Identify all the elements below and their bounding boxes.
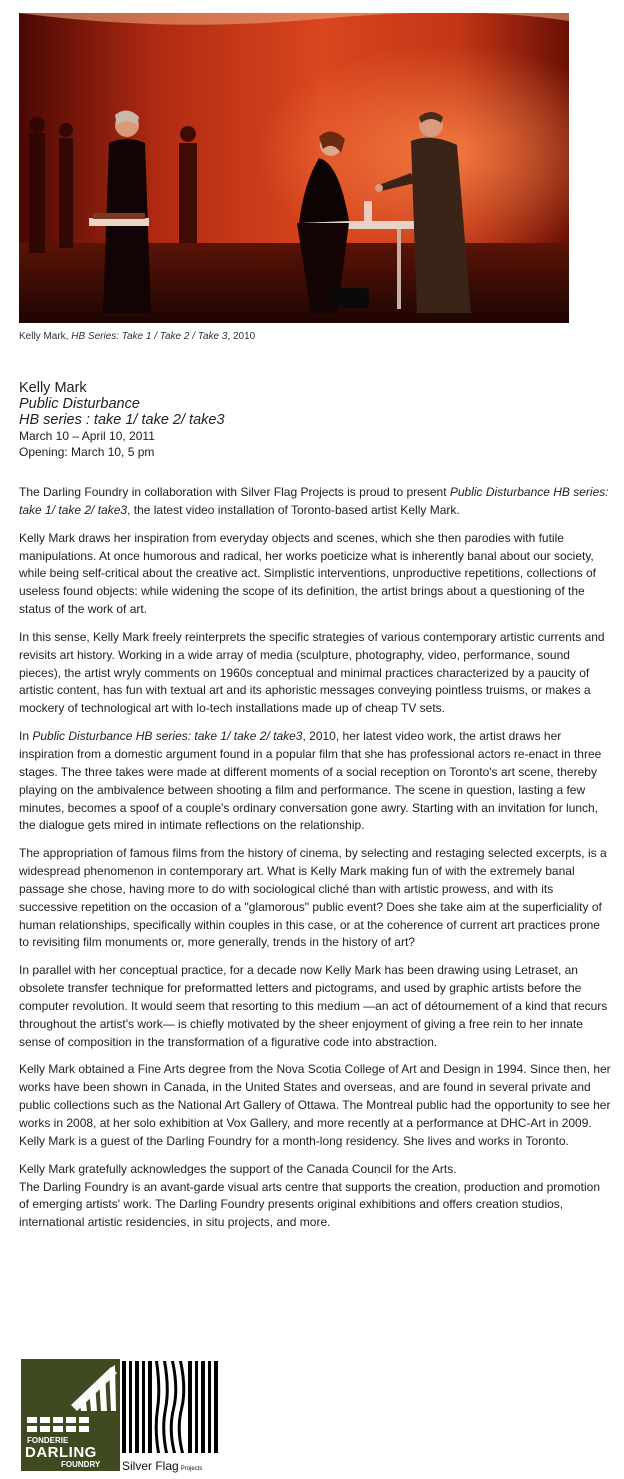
exhibition-dates: March 10 – April 10, 2011: [19, 429, 155, 443]
paragraph-biography: Kelly Mark obtained a Fine Arts degree from the Nova Scotia College of Art and Design in 1994. Since then, her works have been shown in Canada, in the United States and overseas, and are found in several private and public collections such as the National Art Gallery of Ottawa. The Montreal public had the opportunity to see her works in 2008, at her solo exhibition at Vox Gallery, and more recently at a performance at DHC-Art in 2009. Kelly Mark is a guest of the Darling Foundry for a month-long residency. She lives and works in Toronto.: [19, 1062, 611, 1148]
artist-name: Kelly Mark: [19, 380, 87, 396]
logo-darling-text: DARLING: [25, 1444, 97, 1461]
silver-flag-name: Silver Flag: [122, 1459, 179, 1473]
exhibition-photo: [19, 13, 569, 323]
caption-artist: Kelly Mark,: [19, 331, 72, 342]
paragraph-letraset: In parallel with her conceptual practice, for a decade now Kelly Mark has been drawing using Letraset, an obsolete transfer technique for preformatted letters and pictograms, and used by graphic artists before the computer revolution. It would seem that resorting to this medium —an act of détournement of a kind that recurs throughout the artist's work— is chiefly motivated by the sheer enjoyment of giving a free rein to her innate sense of composition in the transformation of a figurative code into abstraction.: [19, 963, 608, 1049]
video-text-b: , 2010, her latest video work, the artist draws her inspiration from a domestic argument found in a popular film that she has professional actors re-enact in three stages. The three takes were made at different moments of a social reception on Toronto's art scene, thereby playing on the ambivalence between shooting a film and performance. The scene in question, lasting a few minutes, becomes a spoof of a couple's ordinary conversation gone awry. Starting with an invitation for lunch, the dialogue gets mired in intimate reflections on the relationship.: [19, 729, 602, 833]
paragraph-art-history: In this sense, Kelly Mark freely reinterprets the specific strategies of various contemporary artistic currents and revisits art history. Working in a wide array of media (sculpture, photography, video, performance, sound pieces), the artist wryly comments on 1960s conceptual and minimal practices characterized by a paucity of artistic content, has fun with textual art and its aphoristic messages conveying pointless truisms, or makes a mockery of technological art with lo-tech installations made up of cheap TV sets.: [19, 629, 605, 716]
silver-flag-label: [122, 1459, 202, 1473]
exhibition-header: [19, 380, 609, 460]
darling-foundry-emblem-icon: [21, 1359, 120, 1471]
caption-work-title: HB Series: Take 1 / Take 2 / Take 3: [71, 331, 228, 342]
silver-flag-logo: [122, 1359, 232, 1473]
video-work-title: Public Disturbance HB series: take 1/ take 2/ take3: [32, 729, 303, 744]
press-release-body: [19, 484, 611, 1242]
intro-text-a: The Darling Foundry in collaboration with Silver Flag Projects is proud to present: [19, 485, 450, 499]
paragraph-foundry: The Darling Foundry is an avant-garde visual arts centre that supports the creation, production and promotion of emerging artists' work. The Darling Foundry presents original exhibitions and offers creation studios, international artistic residencies, in situ projects, and more.: [19, 1179, 600, 1230]
paragraph-acknowledgement: Kelly Mark gratefully acknowledges the support of the Canada Council for the Arts.: [19, 1161, 457, 1176]
intro-text-b: , the latest video installation of Toronto-based artist Kelly Mark.: [127, 502, 460, 517]
intro-work-title: Public Disturbance HB series: take 1/ take 2/ take3: [19, 485, 609, 517]
silver-flag-stripes-icon: [122, 1359, 222, 1455]
series-title: HB series : take 1/ take 2/ take3: [19, 412, 225, 428]
silver-flag-suffix: Projects: [180, 1466, 203, 1472]
photo-caption: [19, 331, 255, 342]
reception-scene-image: [19, 13, 569, 323]
opening-time: Opening: March 10, 5 pm: [19, 445, 155, 459]
intro-paragraph: [19, 484, 611, 520]
video-text-a: In: [19, 729, 33, 744]
darling-foundry-logo: [21, 1359, 120, 1471]
paragraph-appropriation: The appropriation of famous films from the history of cinema, by selecting and restaging selected excerpts, is a widespread phenomenon in contemporary art. What is Kelly Mark making fun of with the extremely banal passage she chose, having more to do with sociological cliché than with artistic prowess, and with its successive repetition on the occasion of a "glamorous" public event? Does she take aim at the superficiality of human relationships, specifically within couples in this case, or at the coherence of current art practices prone to revisiting film monuments or, more generally, trends in the history of art?: [19, 846, 607, 950]
exhibition-title: Public Disturbance: [19, 396, 140, 412]
logo-foundry-text: FOUNDRY: [61, 1460, 101, 1469]
caption-year: , 2010: [227, 331, 256, 342]
logo-fonderie-text: FONDERIE: [27, 1436, 69, 1445]
paragraph-inspiration: Kelly Mark draws her inspiration from everyday objects and scenes, which she then parodies with futile manipulations. At once humorous and radical, her works poeticize what is inherently banal about our society, while being self-critical about the creative act. Simplistic interventions, unproductive repetitions, collections of useless found objects: while widening the scope of its definition, the artist brings about a questioning of the status of the work of art.: [19, 530, 596, 617]
paragraph-video-work: [19, 728, 611, 835]
